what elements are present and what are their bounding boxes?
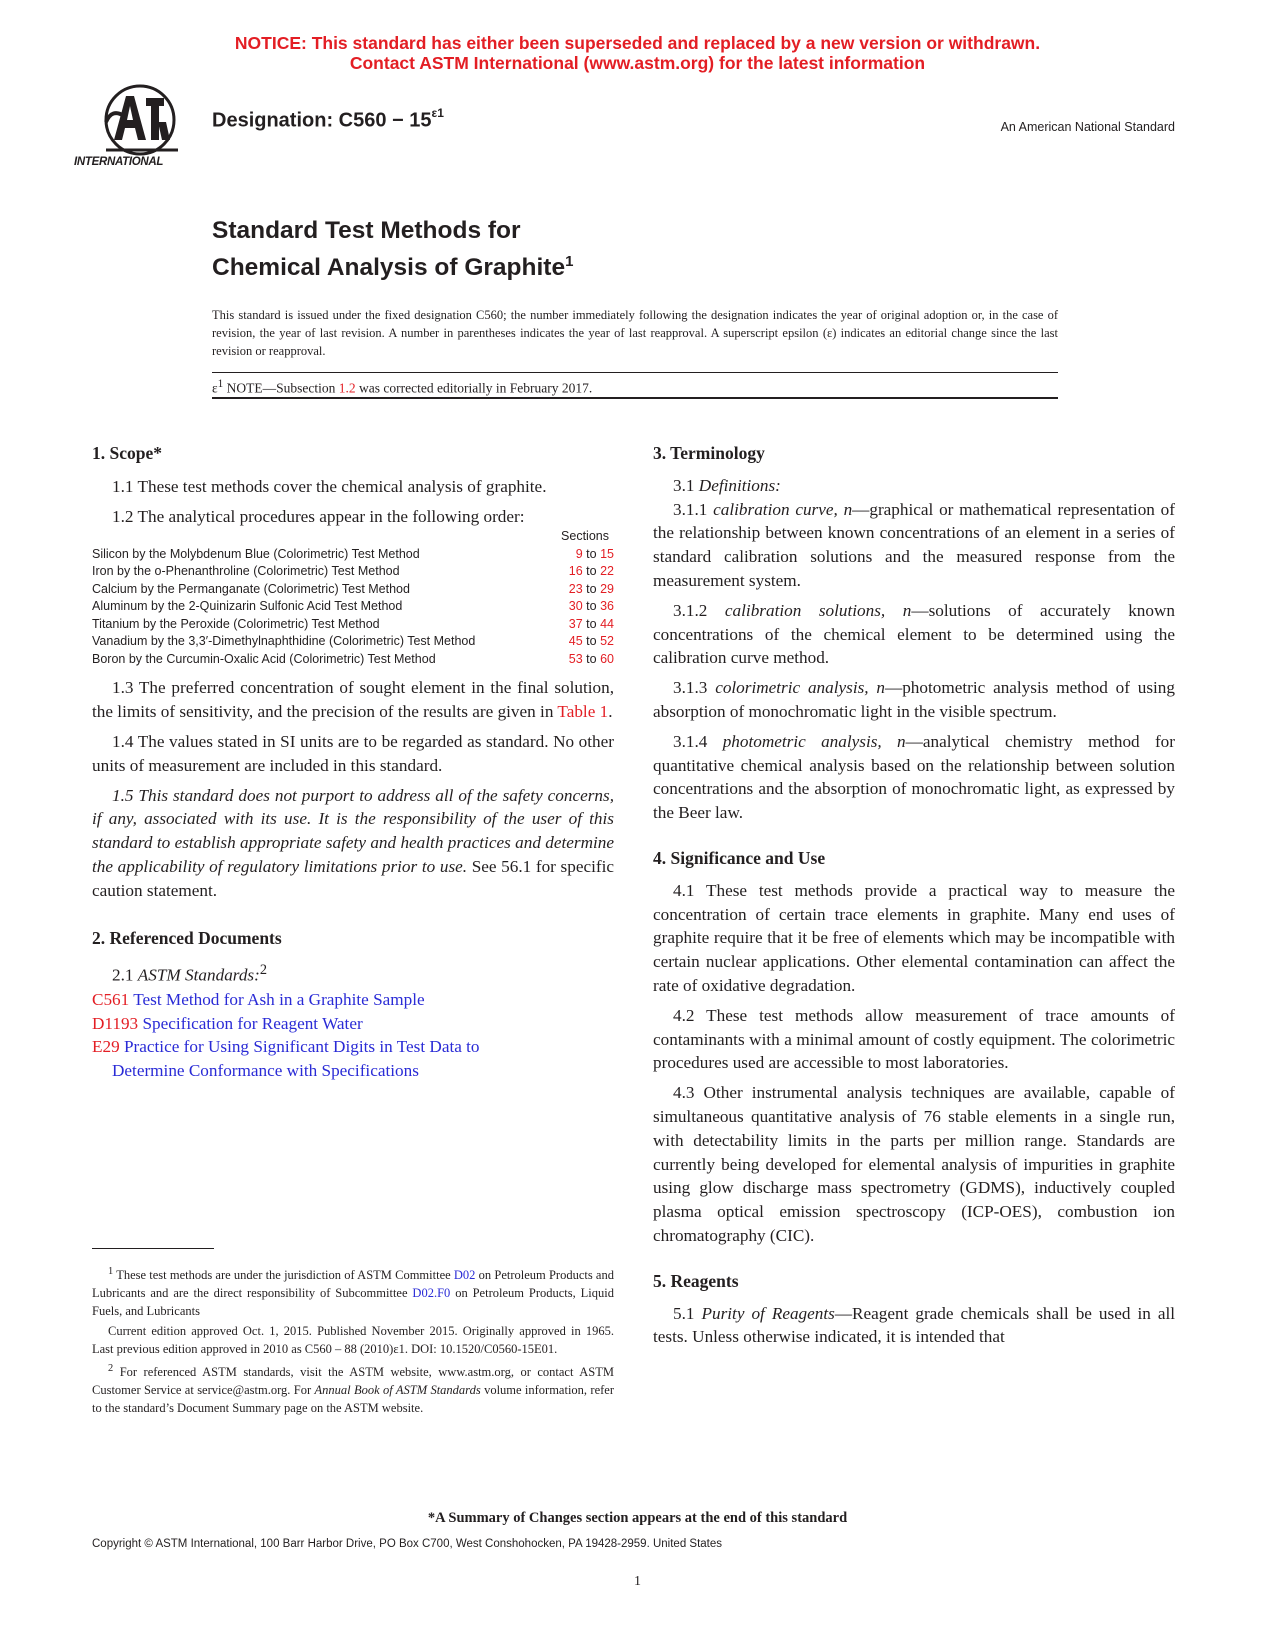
document-title [212,215,573,283]
reagents-heading: 5. Reagents [653,1270,739,1291]
section-to-word: to [586,564,597,579]
notice-line-1: NOTICE: This standard has either been superseded and replaced by a new version or withdrawn. [234,33,1041,53]
section-from-link[interactable]: 37 [568,616,583,631]
definition [653,730,1175,825]
footnote-1 [92,1263,614,1320]
title-footnote-ref: 1 [565,253,574,270]
section-method: Boron by the Curcumin-Oxalic Acid (Colorimetric) Test Method [92,651,436,666]
sections-header: Sections [561,529,609,544]
section-to-word: to [586,599,597,614]
section-method: Vanadium by the 3,3′-Dimethylnaphthidine (Colorimetric) Test Method [92,634,476,649]
section-range [552,598,614,616]
footnote-2-sup: 2 [108,1363,114,1375]
scope-heading: 1. Scope* [92,443,162,463]
definition-num: 3.1.1 [673,499,714,519]
section-to-word: to [586,634,597,649]
definition-term: photometric analysis, n [722,731,906,751]
astm-logo [74,82,202,182]
section-row [92,546,614,564]
issued-note: This standard is issued under the fixed designation C560; the number immediately following the designation indicates the year of original adoption or, in the case of revision, the year of last revision. A number in parentheses indicates the year of last reapproval. A superscript epsilon (ε) indicates an editorial change since the last revision or reapproval. [212,308,1058,358]
ref-item-d1193[interactable] [92,1012,614,1036]
section-range [552,616,614,634]
definition-num: 3.1.3 [673,678,716,698]
ref-title-d1193[interactable]: Specification for Reagent Water [138,1013,363,1033]
section-method: Iron by the o-Phenanthroline (Colorimetric) Test Method [92,564,400,579]
ref-item-c561[interactable] [92,988,614,1012]
para-1-5 [92,784,614,903]
logo-international-text: INTERNATIONAL [74,156,164,168]
section-to-link[interactable]: 36 [600,599,614,614]
designation-text: Designation: C560 − 15 [212,109,432,132]
page-number: 1 [634,1574,641,1589]
para-3-1-italic: Definitions: [698,475,781,495]
section-to-word: to [586,651,597,666]
para-3-1 [653,474,1175,498]
definition-term: colorimetric analysis, n [715,678,886,698]
epsilon-note [212,378,592,397]
section-to-link[interactable]: 44 [600,616,614,631]
committee-d02-link[interactable]: D02 [453,1268,476,1283]
footnote-1-text-a: These test methods are under the jurisdiction of ASTM Committee [113,1268,454,1283]
para-2-1 [92,959,614,988]
para-4-1: 4.1 These test methods provide a practical way to measure the concentration of certain trace elements in graphite. Many end uses of graphite require that it be free of elements which may be incompatible with certain nuclear applications. Other elemental contamination can affect the rate of oxidative degradation. [653,880,1175,995]
definition [653,599,1175,670]
ref-title-c561[interactable]: Test Method for Ash in a Graphite Sample [129,989,425,1009]
section-row [92,581,614,599]
ref-code-e29[interactable]: E29 [92,1037,120,1057]
para-1-3-end: . [608,702,613,722]
footnote-1-sup: 1 [108,1266,114,1277]
referenced-heading: 2. Referenced Documents [92,927,282,948]
section-method: Aluminum by the 2-Quinizarin Sulfonic Acid Test Method [92,599,403,614]
para-2-1-num: 2.1 [112,966,138,986]
section-from-link[interactable]: 16 [568,564,583,579]
title-line-2: Chemical Analysis of Graphite [212,254,566,282]
designation-epsilon: ε1 [431,106,444,120]
referenced-list [92,988,614,1083]
section-range [552,581,614,599]
definition [653,676,1175,724]
definitions-list [653,498,1175,825]
para-2-1-sup: 2 [259,962,268,979]
footnotes [92,1263,614,1419]
ref-title-e29[interactable]: Practice for Using Significant Digits in Test Data to [119,1037,480,1057]
para-3-1-num: 3.1 [673,475,699,495]
section-method: Titanium by the Peroxide (Colorimetric) Test Method [92,616,380,631]
terminology-heading: 3. Terminology [653,443,765,463]
para-1-4: 1.4 The values stated in SI units are to be regarded as standard. No other units of measurement are included in this standard. [92,731,614,775]
para-5-1-italic: Purity of Reagents [701,1303,835,1323]
definition-num: 3.1.2 [673,600,725,620]
para-2-1-italic: ASTM Standards: [137,966,260,986]
section-from-link[interactable]: 53 [568,651,583,666]
sections-table [92,528,614,668]
definition-term: calibration curve, n [713,499,853,519]
designation [212,108,444,133]
section-row [92,616,614,634]
epsilon-symbol: ε [212,380,218,396]
footnote-1-text-b: on Petroleum Products and Lubricants and are the direct responsibility of Subcommittee [92,1268,614,1301]
section-row [92,633,614,651]
notice-banner [0,33,1275,73]
section-to-word: to [586,546,597,561]
ref-code-d1193[interactable]: D1193 [92,1013,139,1033]
ref-code-c561[interactable]: C561 [92,989,130,1009]
section-range [552,546,614,564]
section-to-link[interactable]: 15 [600,546,614,561]
para-1-5-italic: 1.5 This standard does not purport to address all of the safety concerns, if any, associated with its use. It is the responsibility of the user of this standard to establish appropriate safety and health practices and determine the applicability of regulatory limitations prior to use. [92,785,614,876]
definition-num: 3.1.4 [673,731,723,751]
definition-text: —graphical or mathematical representation of the relationship between known concentrations of an element in a series of standard calibration solutions and the measured response from the measurement system. [653,499,1175,590]
notice-line-2: Contact ASTM International (www.astm.org) for the latest information [349,53,926,73]
subsection-link[interactable]: 1.2 [338,380,356,396]
section-range [552,563,614,581]
para-1-2: 1.2 The analytical procedures appear in the following order: [112,506,525,526]
section-method: Silicon by the Molybdenum Blue (Colorimetric) Test Method [92,546,420,561]
section-to-link[interactable]: 52 [600,634,614,649]
footnote-1-edition: Current edition approved Oct. 1, 2015. Published November 2015. Originally approved in 1965. Last previous edition approved in 2010 as C560 – 88 (2010)ε1. DOI: 10.1520/C0560-15E01. [92,1324,614,1357]
footnote-rule [92,1248,214,1249]
footnote-2-italic: Annual Book of ASTM Standards [314,1383,481,1398]
footnote-1-text-c: on Petroleum Products, Liquid Fuels, and Lubricants [92,1286,614,1319]
section-to-link[interactable]: 29 [600,581,614,596]
section-to-link[interactable]: 60 [600,651,614,666]
epsilon-text-2: was corrected editorially in February 2017. [355,380,593,396]
definition [653,498,1175,593]
para-1-1: 1.1 These test methods cover the chemical analysis of graphite. [112,476,547,496]
para-5-1-num: 5.1 [673,1303,702,1323]
definition-text: —solutions of accurately known concentrations of the chemical element to be determined using the calibration curve method. [653,600,1175,668]
left-column [92,442,614,1083]
epsilon-text-1: NOTE—Subsection [223,380,339,396]
section-from-link[interactable]: 23 [568,581,583,596]
sections-rows [92,546,614,669]
section-method: Calcium by the Permanganate (Colorimetric) Test Method [92,581,410,596]
subcommittee-d02f0-link[interactable]: D02.F0 [412,1286,451,1301]
epsilon-sup: 1 [217,378,224,390]
section-range [552,633,614,651]
para-1-3 [92,676,614,724]
section-from-link[interactable]: 9 [575,546,583,561]
table-1-link[interactable]: Table 1 [557,702,609,722]
summary-of-changes: *A Summary of Changes section appears at the end of this standard [427,1510,848,1526]
para-5-1 [653,1302,1175,1350]
para-4-2: 4.2 These test methods allow measurement of trace amounts of contaminants with a minimal amount of costly equipment. The colorimetric procedures used are accessible to most laboratories. [653,1005,1175,1073]
section-to-word: to [586,581,597,596]
para-1-5-rest: See 56.1 for specific caution statement. [92,856,614,900]
para-5-1-rest: —Reagent grade chemicals shall be used in all tests. Unless otherwise indicated, it is intended that [653,1303,1175,1347]
american-national-standard: An American National Standard [1000,120,1175,134]
ref-item-e29[interactable] [92,1035,614,1059]
definition-text: —photometric analysis method of using absorption of monochromatic light in the visible spectrum. [653,678,1175,721]
para-4-3: 4.3 Other instrumental analysis techniques are available, capable of simultaneous quantitative analysis of 76 stable elements in a single run, with detectability limits in the parts per million range. Standards are currently being developed for elemental analysis of impurities in graphite using glow discharge mass spectrometry (GDMS), inductively coupled plasma optical emission spectroscopy (ICP-OES), combustion ion chromatography (CIC). [653,1083,1175,1245]
section-from-link[interactable]: 30 [568,599,583,614]
section-from-link[interactable]: 45 [568,634,583,649]
right-column [653,442,1175,1355]
significance-heading: 4. Significance and Use [653,847,826,868]
footnote-2-text-b: volume information, refer to the standard’s Document Summary page on the ASTM website. [92,1383,614,1416]
definition-term: calibration solutions, n [724,600,912,620]
note-rule-top [212,372,1058,373]
copyright: Copyright © ASTM International, 100 Barr Harbor Drive, PO Box C700, West Conshohocken, PA 19428-2959. United States [92,1538,723,1550]
definition-text: —analytical chemistry method for quantitative chemical analysis based on the relationship between solution concentrations and the absorption of monochromatic light, as expressed by the Beer law. [653,731,1175,823]
section-to-word: to [586,616,597,631]
section-row [92,563,614,581]
footnote-2-text-a: For referenced ASTM standards, visit the ASTM website, www.astm.org, or contact ASTM Customer Service at service@astm.org. For [92,1365,614,1398]
section-to-link[interactable]: 22 [600,564,614,579]
note-rule-bottom [212,397,1058,399]
title-line-1: Standard Test Methods for [212,217,521,244]
para-1-3-text: 1.3 The preferred concentration of sought element in the final solution, the limits of sensitivity, and the precision of the results are given in [92,678,614,722]
section-range [552,651,614,669]
footnote-2 [92,1360,614,1417]
section-row [92,651,614,669]
ref-title-e29-cont[interactable]: Determine Conformance with Specifications [112,1061,419,1081]
section-row [92,598,614,616]
